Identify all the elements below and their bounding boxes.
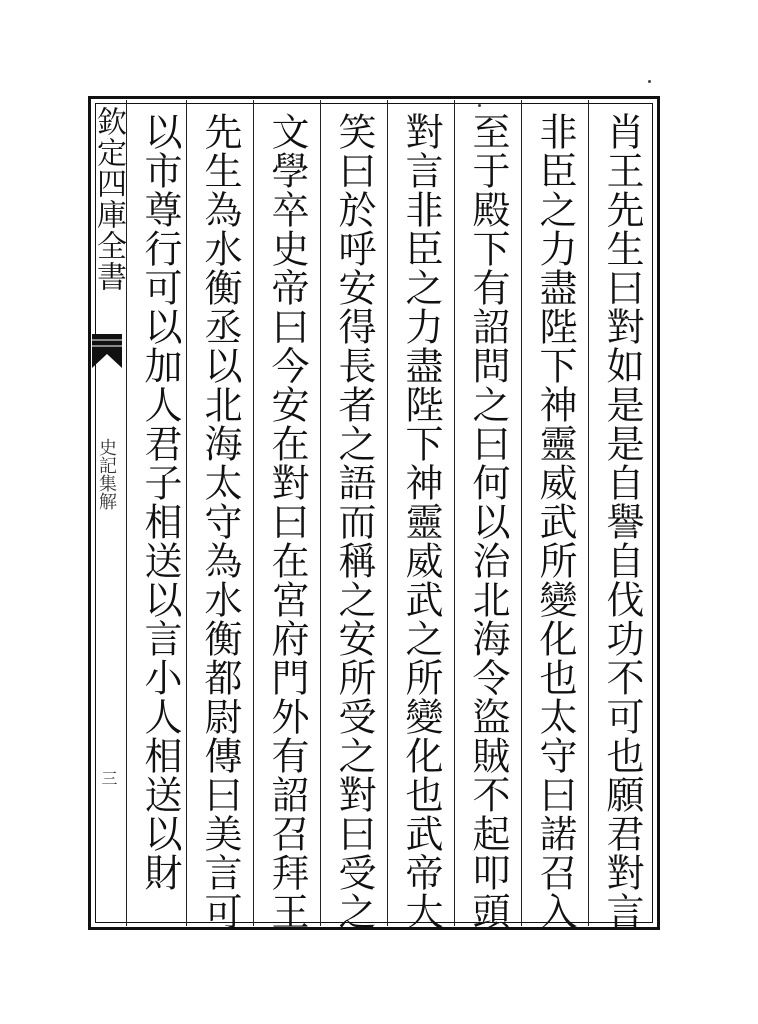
fishtail-ornament xyxy=(92,334,122,368)
text-column-3: 至于殿下有詔問之曰何以治北海令盜賊不起叩頭 xyxy=(466,112,510,931)
page-number: 三 xyxy=(99,770,118,786)
book-title: 欽定四庫全書 xyxy=(91,106,126,292)
text-column-2: 非臣之力盡陛下神靈威武所變化也太守曰諾召入 xyxy=(533,112,577,931)
section-title: 史記集解 xyxy=(96,438,117,510)
scan-speck xyxy=(648,80,651,83)
column-rule xyxy=(521,100,522,926)
column-rule xyxy=(454,100,455,926)
scan-speck xyxy=(478,104,481,107)
margin-rule xyxy=(126,100,127,926)
column-rule xyxy=(320,100,321,926)
column-rule xyxy=(253,100,254,926)
text-column-5: 笑曰於呼安得長者之語而稱之安所受之對曰受之 xyxy=(332,112,376,931)
column-rule xyxy=(387,100,388,926)
text-column-7: 先生為水衡丞以北海太守為水衡都尉傳曰美言可 xyxy=(198,112,242,931)
text-column-8: 以市尊行可以加人君子相送以言小人相送以財 xyxy=(138,112,182,892)
text-column-1: 肖王先生曰對如是是自譽自伐功不可也願君對言 xyxy=(600,112,644,931)
column-rule xyxy=(588,100,589,926)
text-column-4: 對言非臣之力盡陛下神靈威武之所變化也武帝大 xyxy=(399,112,443,931)
text-column-6: 文學卒史帝曰今安在對曰在宮府門外有詔召拜王 xyxy=(265,112,309,931)
